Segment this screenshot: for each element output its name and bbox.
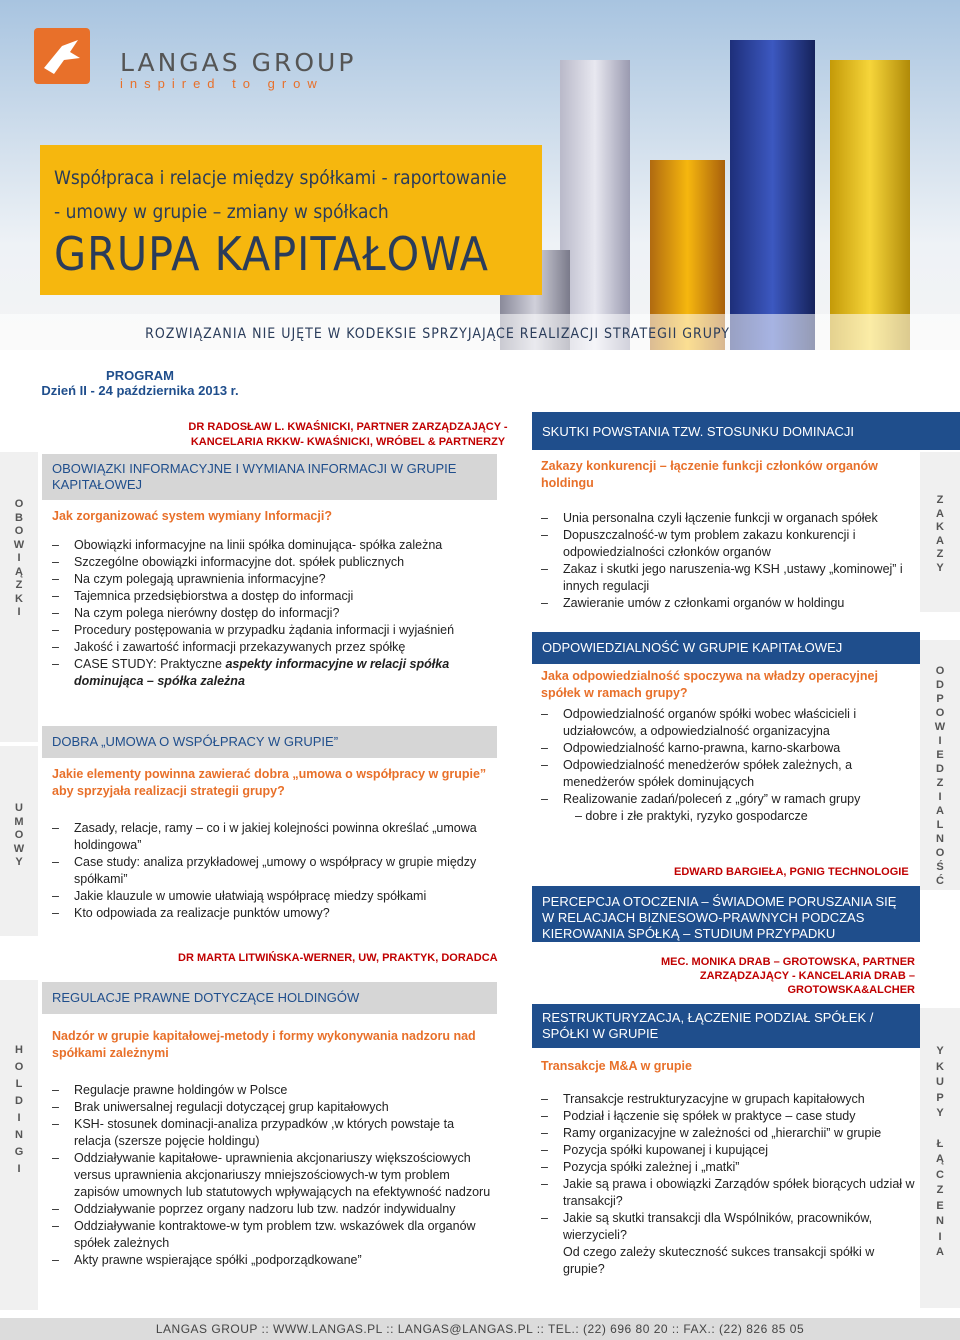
side-label-umowy [0,746,38,936]
side-letter: U [936,1076,944,1088]
bullet-list [541,510,916,612]
section-header-text: OBOWIĄZKI INFORMACYJNE I WYMIANA INFORMACJI W GRUPIE KAPITAŁOWEJ [52,461,457,492]
pillar-graphic [730,40,815,350]
side-letter: W [13,842,25,855]
section-header-text: PERCEPCJA OTOCZENIA – ŚWIADOME PORUSZANIA SIĘ W RELACJACH BIZNESOWO-PRAWNYCH PODCZAS KIEROWANIA SPÓŁKĄ – STUDIUM PRZYPADKU [542,894,897,941]
logo-bird-icon [34,28,90,84]
side-letter: I [17,1112,21,1124]
list-item: – Kto odpowiada za realizacje punktów umowy? [52,905,492,922]
side-letter: O [935,847,945,859]
side-letter: N [936,1215,944,1227]
speaker-line: ZARZĄDZAJĄCY - KANCELARIA DRAB – [699,970,915,982]
side-letter: Y [15,856,23,868]
list-extra: – dobre i złe praktyki, ryzyko gospodarcze [575,809,808,823]
side-letter: W [13,538,25,551]
section-header-odpowiedzialnosc [532,632,920,664]
side-letter: Z [936,777,944,789]
side-letter: N [15,1129,23,1141]
list-item: – Transakcje restrukturyzacyjne w grupach kapitałowych [541,1091,916,1108]
section-header-obowiazki [42,454,497,500]
speaker-drab-grotowska [560,955,915,997]
side-letter: Z [936,548,944,560]
list-item: – Zasady, relacje, ramy – co i w jakiej kolejności powinna określać „umowa holdingowa” [52,820,492,854]
section-question: Jakie elementy powinna zawierać dobra „umowa o współpracy w grupie” aby sprzyjała realizacji strategii grupy? [52,767,487,798]
speaker-kwasnicki [178,420,518,450]
section-question: Zakazy konkurencji – łączenie funkcji członków organów holdingu [541,459,878,490]
side-letter: W [934,721,946,733]
list-item: – Pozycja spółki zależnej i „matki” [541,1159,916,1176]
section-obowiazki [52,508,492,690]
list-item: – Obowiązki informacyjne na linii spółka dominująca- spółka zależna [52,537,492,554]
section-holdingi [52,1028,492,1269]
side-label-odpowiedzialnosc [920,640,960,890]
bullet-list [541,706,916,808]
side-letter: K [936,1060,944,1073]
section-header-text: DOBRA „UMOWA O WSPÓŁPRACY W GRUPIE” [52,734,339,749]
program-label: PROGRAM [106,368,174,383]
section-umowy [52,766,492,922]
list-item: – Jakość i zawartość informacji przekazywanych przez spółkę [52,639,492,656]
side-letter: I [938,791,942,803]
side-letter: Y [936,1045,944,1057]
bullet-list [52,820,492,922]
section-question: Jaka odpowiedzialność spoczywa na władzy operacyjnej spółek w ramach grupy? [541,669,878,700]
section-header-text: RESTRUKTURYZACJA, ŁĄCZENIE PODZIAŁ SPÓŁEK / SPÓŁKI W GRUPIE [542,1010,874,1041]
section-header-umowy [42,726,497,758]
list-item: – Case study: analiza przykładowej „umowy o współpracy w grupie między spółkami” [52,854,492,888]
list-item: – Odpowiedzialność menedżerów spółek zależnych, a menedżerów spółek dominujących [541,757,916,791]
side-letter: I [938,1230,942,1243]
list-item: – Na czym polegają uprawnienia informacyjne? [52,571,492,588]
side-letter: O [14,525,24,537]
section-question: Transakcje M&A w grupie [541,1059,692,1073]
title-line-1: Współpraca i relacje między spółkami - raportowanie [54,167,507,189]
side-letter: E [936,749,944,761]
speaker-line: KANCELARIA RKKW- KWAŚNICKI, WRÓBEL & PARTNERZY [190,436,506,448]
list-item: – Na czym polega nierówny dostęp do informacji? [52,605,492,622]
list-item: – Oddziaływanie kontraktowe-w tym problem tzw. wskazówek dla organów spółek zależnych [52,1218,492,1252]
list-item: – Jakie są skutki transakcji dla Wspólników, pracowników, wierzycieli? [541,1210,916,1244]
bullet-list [52,537,492,690]
logo-name: LANGAS GROUP [120,48,357,77]
side-letter: L [15,1078,23,1090]
side-letter: Ś [936,861,944,873]
section-header-restrukturyzacja [532,1004,920,1048]
section-question: Jak zorganizować system wymiany Informacji? [52,509,332,523]
title-box [40,145,542,295]
side-letter: G [14,1146,24,1158]
program-day: Dzień II - 24 października 2013 r. [41,383,239,398]
section-header-holdingi [42,982,497,1014]
side-letter: Ą [936,1153,944,1165]
section-skutki [541,458,916,612]
side-letter: I [17,606,21,618]
side-letter [920,1122,960,1137]
side-letter: D [936,763,944,775]
side-letter: C [936,1168,944,1181]
speaker-line: DR RADOSŁAW L. KWAŚNICKI, PARTNER ZARZĄDZAJĄCY - [188,421,508,433]
side-letter: Y [936,1107,944,1119]
list-item: – Dopuszczalność-w tym problem zakazu konkurencji i odpowiedzialności członków organów [541,527,916,561]
program-block [0,368,280,398]
title-line-2: - umowy w grupie – zmiany w spółkach [54,201,389,223]
side-letter: Z [936,1184,944,1196]
list-item: – Odpowiedzialność organów spółki wobec właścicieli i udziałowców, a odpowiedzialność organizacyjna [541,706,916,740]
case-prefix: CASE STUDY: Praktyczne [74,657,226,671]
section-header-skutki [532,412,960,450]
side-letter: Ć [936,875,944,887]
speaker-bargiela: EDWARD BARGIEŁA, PGNIG TECHNOLOGIE [674,866,909,878]
side-letter: H [15,1044,23,1056]
side-letter: Ł [936,1137,944,1150]
bullet-list [52,1082,492,1269]
side-letter: L [936,819,944,831]
side-label-holdingi [0,980,38,1310]
subtitle: ROZWIĄZANIA NIE UJĘTE W KODEKSIE SPRZYJAJĄCE REALIZACJI STRATEGII GRUPY [145,326,730,342]
case-bold: aspekty informacyjne w relacji spółka dominująca – spółka zależna [74,657,450,688]
side-letter: Y [936,561,944,574]
list-item: – Podział i łączenie się spółek w praktyce – case study [541,1108,916,1125]
section-header-text: SKUTKI POWSTANIA TZW. STOSUNKU DOMINACJI [542,424,855,439]
list-item: – Procedury postępowania w przypadku żądania informacji i wyjaśnień [52,622,492,639]
side-letter: D [15,1095,23,1107]
section-restrukturyzacja [541,1058,916,1278]
list-item: – Jakie klauzule w umowie ułatwiają współpracę miedzy spółkami [52,888,492,905]
bullet-list [541,1091,916,1244]
side-letter: D [936,679,944,691]
side-letter: Ą [15,565,23,578]
list-item: – Regulacje prawne holdingów w Polsce [52,1082,492,1099]
side-letter: K [15,592,23,605]
side-letter: O [935,707,945,719]
side-letter: P [936,1091,944,1104]
side-letter: I [938,735,942,747]
list-item: – Zawieranie umów z członkami organów w holdingu [541,595,916,612]
footer-contact: LANGAS GROUP :: WWW.LANGAS.PL :: LANGAS@LANGAS.PL :: TEL.: (22) 696 80 20 :: FAX.: (22) 826 85 05 [0,1318,960,1340]
side-letter: A [936,805,944,817]
section-header-text: REGULACJE PRAWNE DOTYCZĄCE HOLDINGÓW [52,990,360,1005]
speaker-litwinska: DR MARTA LITWIŃSKA-WERNER, UW, PRAKTYK, DORADCA [178,952,498,964]
list-item-case-study [52,656,492,690]
side-letter: I [17,1163,21,1175]
list-item: – Unia personalna czyli łączenie funkcji w organach spółek [541,510,916,527]
list-item: – Ramy organizacyjne w zależności od „hierarchii” w grupie [541,1125,916,1142]
list-item: – Realizowanie zadań/poleceń z „góry” w ramach grupy [541,791,916,808]
section-header-percepcja [532,886,920,942]
list-item: – Oddziaływanie kapitałowe- uprawnienia akcjonariuszy większościowych versus uprawnienia akcjonariuszy mniejszościowych-w tym problem zapisów umownych lub statutowych wpływających na efektywność nadzoru [52,1150,492,1201]
side-label-obowiazki [0,452,38,742]
list-item: – KSH- stosunek dominacji-analiza przypadków ,w których powstaje ta relacja (szersze pojęcie holdingu) [52,1116,492,1150]
list-item: – Pozycja spółki kupowanej i kupującej [541,1142,916,1159]
side-letter: O [935,665,945,677]
side-letter: A [936,1246,944,1258]
side-letter: A [936,534,944,547]
section-question: Nadzór w grupie kapitałowej-metody i formy wykonywania nadzoru nad spółkami zależnymi [52,1029,476,1060]
side-letter: O [14,498,24,510]
side-letter: M [14,815,24,828]
side-letter: O [14,829,24,841]
side-letter: A [936,507,944,520]
side-label-zakazy [920,452,960,612]
list-item: – Jakie są prawa i obowiązki Zarządów spółek biorących udział w transakcji? [541,1176,916,1210]
list-item: – Oddziaływanie poprzez organy nadzoru lub tzw. nadzór indywidualny [52,1201,492,1218]
list-item: – Brak uniwersalnej regulacji dotyczącej grup kapitałowych [52,1099,492,1116]
side-letter: B [15,511,23,524]
speaker-line: MEC. MONIKA DRAB – GROTOWSKA, PARTNER [660,956,915,968]
list-item: – Szczególne obowiązki informacyjne dot. spółek publicznych [52,554,492,571]
pillar-graphic [560,60,630,350]
side-letter: E [936,1199,944,1212]
pillar-graphic [830,60,910,350]
side-letter: U [15,802,23,814]
list-item: – Tajemnica przedsiębiorstwa a dostęp do informacji [52,588,492,605]
side-letter: Z [15,579,23,591]
side-letter: Z [936,494,944,506]
side-letter: O [14,1061,24,1073]
side-letter: K [936,521,944,533]
list-item: – Zakaz i skutki jego naruszenia-wg KSH ,ustawy „kominowej” i innych regulacji [541,561,916,595]
list-item: – Akty prawne wspierające spółki „podporządkowane” [52,1252,492,1269]
section-header-text: ODPOWIEDZIALNOŚĆ W GRUPIE KAPITAŁOWEJ [542,640,843,655]
list-extra: Od czego zależy skuteczność sukces transakcji spółki w grupie? [563,1245,875,1276]
section-odpowiedzialnosc [541,668,916,825]
list-item: – Odpowiedzialność karno-prawna, karno-skarbowa [541,740,916,757]
side-letter: N [936,833,944,845]
speaker-line: GROTOWSKA&ALCHER [787,984,915,996]
side-label-fuzje [920,1008,960,1308]
logo-tagline: inspired to grow [120,76,324,91]
side-letter: I [17,552,21,564]
side-letter: P [936,693,944,705]
title-main: GRUPA KAPITAŁOWA [54,227,489,281]
